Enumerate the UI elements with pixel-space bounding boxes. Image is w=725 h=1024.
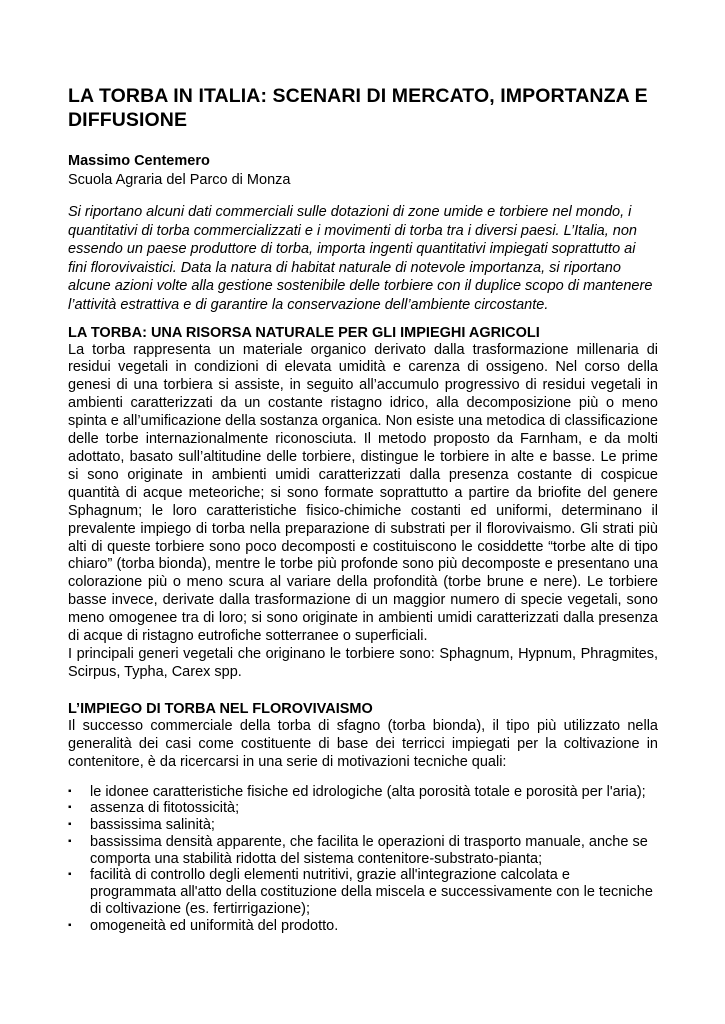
list-item [68,834,658,868]
abstract-paragraph: Si riportano alcuni dati commerciali sulle dotazioni di zone umide e torbiere nel mondo, i quantitativi di torba commercializzati e i movimenti di torba tra i diversi paesi. L’Italia, non essendo un paese produttore di torba, importa ingenti quantitativi impiegati soprattutto ai fini florovivaistici. Data la natura di habitat naturale di notevole importanza, si riportano alcune azioni volte alla gestione sostenibile delle torbiere con il duplice scopo di mantenere l’attività estrattiva e di garantire la conservazione dell’ambiente circostante. [68,204,653,313]
section-spacer [68,682,658,700]
bullet-list [68,784,658,935]
list-item-text: bassissima densità apparente, che facilita le operazioni di trasporto manuale, anche se comporta una stabilità ridotta del sistema contenitore-substrato-pianta; [90,833,648,867]
square-bullet-icon: ▪ [68,785,72,797]
list-item [68,817,658,834]
square-bullet-icon: ▪ [68,919,72,931]
list-item-text: le idonee caratteristiche fisiche ed idrologiche (alta porosità totale e porosità per l'aria); [90,783,646,800]
list-item [68,800,658,817]
list-item-text: facilità di controllo degli elementi nutritivi, grazie all'integrazione calcolata e programmata all'atto della costituzione della miscela e successivamente con le tecniche di coltivazione (es. fertirrigazione); [90,867,653,918]
body-paragraph: Il successo commerciale della torba di sfagno (torba bionda), il tipo più utilizzato nella generalità dei casi come costituente di base dei terricci impiegati per la coltivazione in contenitore, è da ricercarsi in una serie di motivazioni tecniche quali: [68,717,658,770]
list-item-text: assenza di fitotossicità; [90,800,240,817]
body-paragraph: I principali generi vegetali che originano le torbiere sono: Sphagnum, Hypnum, Phragmites, Scirpus, Typha, Carex spp. [68,645,658,680]
section-heading-torba-risorsa: LA TORBA: UNA RISORSA NATURALE PER GLI IMPIEGHI AGRICOLI [68,324,540,341]
list-item [68,867,658,917]
square-bullet-icon: ▪ [68,802,72,814]
section-heading-impiego-florovivaismo: L’IMPIEGO DI TORBA NEL FLOROVIVAISMO [68,700,373,717]
list-item [68,918,658,935]
square-bullet-icon: ▪ [68,835,72,847]
author-affiliation: Scuola Agraria del Parco di Monza [68,172,291,188]
document-title: LA TORBA IN ITALIA: SCENARI DI MERCATO, IMPORTANZA E DIFFUSIONE [68,85,648,131]
document-page [68,84,658,935]
list-item-text: omogeneità ed uniformità del prodotto. [90,917,339,934]
list-item [68,784,658,801]
list-item-text: bassissima salinità; [90,817,215,834]
author-name: Massimo Centemero [68,153,210,169]
body-paragraph: La torba rappresenta un materiale organico derivato dalla trasformazione millenaria di residui vegetali in condizioni di elevata umidità e carenza di ossigeno. Nel corso della genesi di una torbiera si assiste, in seguito all’accumulo progressivo di residui vegetali in ambienti caratterizzati da un costante ristagno idrico, alla decomposizione più o meno spinta e all’umificazione della sostanza organica. Non esiste una metodica di classificazione delle torbe internazionalmente riconosciuta. Il metodo proposto da Farnham, e da molti adottato, basato sull’altitudine delle torbiere, distingue le torbiere in alte e basse. Le prime si sono originate in ambienti umidi caratterizzati dalla presenza costante di cospicue quantità di acque meteoriche; si sono formate soprattutto a partire da briofite del genere Sphagnum; le loro caratteristiche fisico-chimiche costanti ed uniformi, determinano il prevalente impiego di torba nella preparazione di substrati per il florovivaismo. Gli strati più alti di queste torbiere sono poco decomposti e costituiscono le cosiddette “torbe alte di tipo chiaro” (torba bionda), mentre le torbe più profonde sono più decomposte e presentano una colorazione più o meno scura al variare della profondità (torbe brune e nere). Le torbiere basse invece, derivate dalla trasformazione di un maggior numero di specie vegetali, sono meno omogenee tra di loro; si sono originate in ambienti umidi caratterizzati dalla presenza di acque di ristagno eutrofiche sotterranee o superficiali. [68,341,658,645]
square-bullet-icon: ▪ [68,869,72,881]
square-bullet-icon: ▪ [68,819,72,831]
